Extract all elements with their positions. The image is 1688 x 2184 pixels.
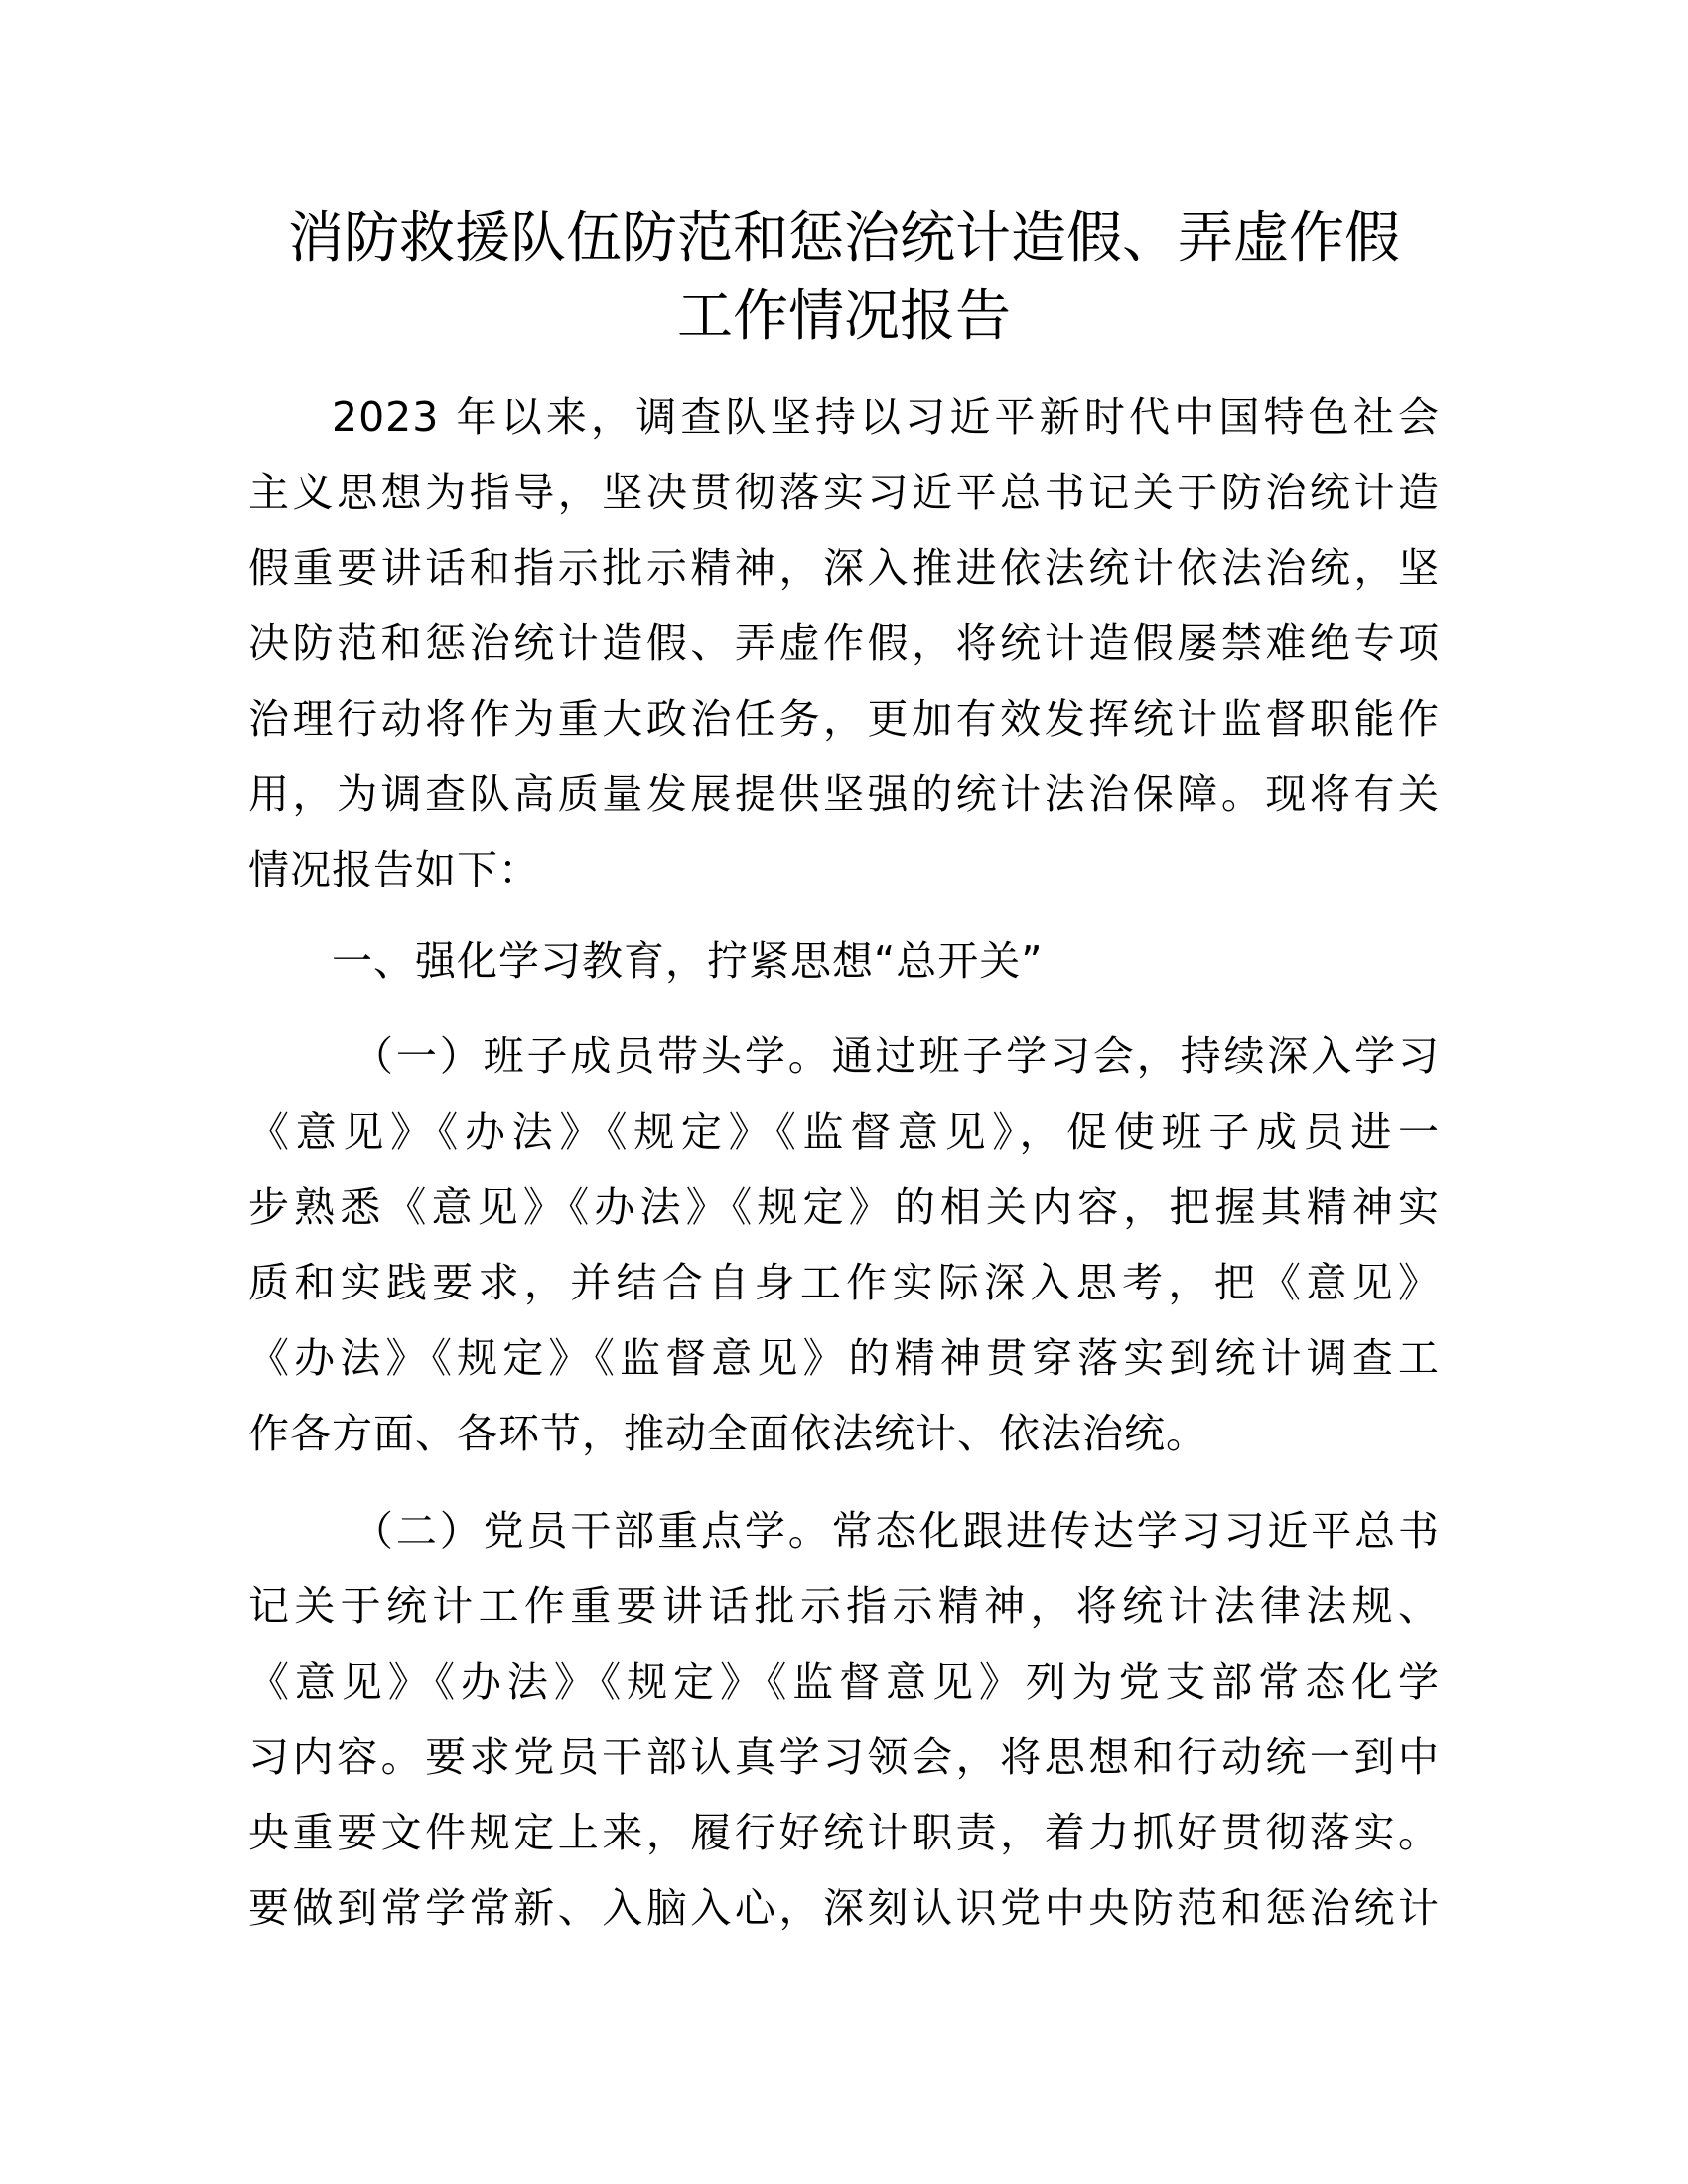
body-line: 假重要讲话和指示批示精神，深入推进依法统计依法治统，坚 <box>248 544 1440 592</box>
body-line: 2023 年以来，调查队坚持以习近平新时代中国特色社会 <box>332 393 1440 441</box>
body-line: 《办法》《规定》《监督意见》的精神贯穿落实到统计调查工 <box>248 1334 1440 1382</box>
document-title-line-1: 消防救援队伍防范和惩治统计造假、弄虚作假 <box>288 206 1400 271</box>
body-line: 决防范和惩治统计造假、弄虚作假，将统计造假屡禁难绝专项 <box>248 619 1440 667</box>
body-line: 《意见》《办法》《规定》《监督意见》列为党支部常态化学 <box>248 1658 1440 1706</box>
body-line: 质和实践要求，并结合自身工作实际深入思考，把《意见》 <box>248 1259 1440 1306</box>
body-line: （一）班子成员带头学。通过班子学习会，持续深入学习 <box>352 1032 1440 1080</box>
body-line: 治理行动将作为重大政治任务，更加有效发挥统计监督职能作 <box>248 695 1440 743</box>
document-title-line-2: 工作情况报告 <box>677 284 1011 348</box>
body-line: 要做到常学常新、入脑入心，深刻认识党中央防范和惩治统计 <box>248 1884 1440 1932</box>
body-line: 作各方面、各环节，推动全面依法统计、依法治统。 <box>248 1410 1207 1457</box>
body-line: 习内容。要求党员干部认真学习领会，将思想和行动统一到中 <box>248 1733 1440 1781</box>
body-line: 步熟悉《意见》《办法》《规定》的相关内容，把握其精神实 <box>248 1183 1440 1231</box>
body-line: 主义思想为指导，坚决贯彻落实习近平总书记关于防治统计造 <box>248 469 1440 516</box>
body-line: 用，为调查队高质量发展提供坚强的统计法治保障。现将有关 <box>248 770 1440 818</box>
body-line: 记关于统计工作重要讲话批示指示精神，将统计法律法规、 <box>248 1582 1440 1630</box>
body-line: （二）党员干部重点学。常态化跟进传达学习习近平总书 <box>352 1507 1440 1555</box>
body-line: 情况报告如下： <box>248 846 540 893</box>
body-line: 央重要文件规定上来，履行好统计职责，着力抓好贯彻落实。 <box>248 1809 1440 1856</box>
body-line: 《意见》《办法》《规定》《监督意见》，促使班子成员进一 <box>248 1108 1440 1156</box>
section-heading: 一、强化学习教育，拧紧思想“总开关” <box>332 937 1044 985</box>
